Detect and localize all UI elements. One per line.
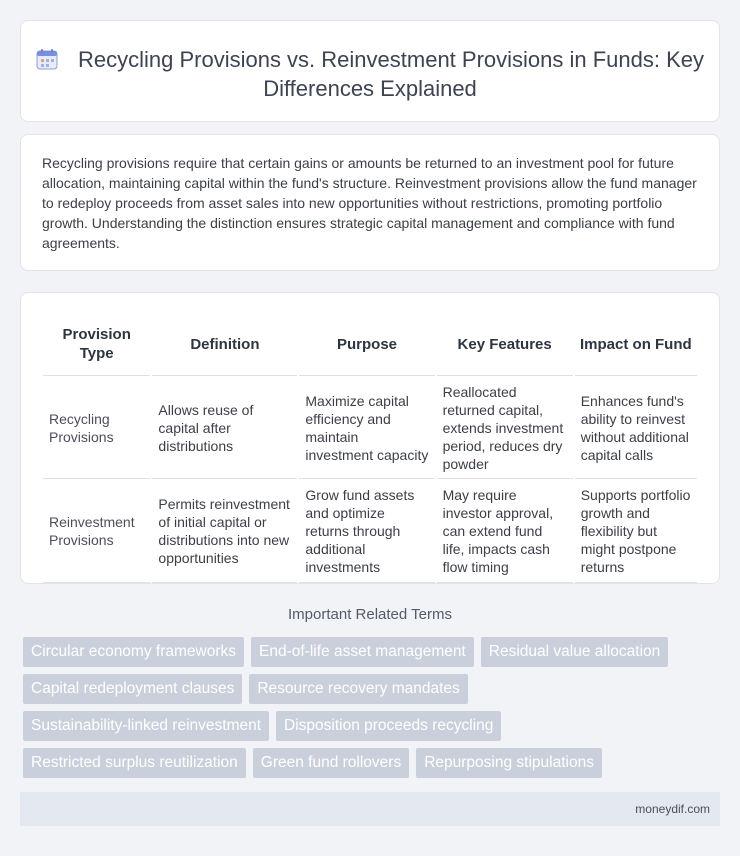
table-cell: Maximize capital efficiency and maintain investment capacity (299, 376, 434, 479)
table-row (43, 479, 697, 583)
related-terms-heading: Important Related Terms (288, 606, 452, 623)
table-header: Provision Type (43, 313, 150, 376)
related-term-tag[interactable]: Sustainability-linked reinvestment (23, 711, 269, 741)
page-title (21, 45, 719, 103)
table-header: Impact on Fund (575, 313, 697, 376)
related-term-tag[interactable]: Restricted surplus reutilization (23, 748, 246, 778)
tag-row (23, 674, 723, 704)
table-cell: Reallocated returned capital, extends investment period, reduces dry powder (437, 376, 573, 479)
calendar-icon (36, 48, 58, 70)
related-term-tag[interactable]: Repurposing stipulations (416, 748, 602, 778)
table-row (43, 376, 697, 479)
related-term-tag[interactable]: Residual value allocation (481, 637, 668, 667)
title-card (20, 20, 720, 122)
related-term-tag[interactable]: End-of-life asset management (251, 637, 474, 667)
table-header-row (43, 313, 697, 376)
table-header: Key Features (437, 313, 573, 376)
table-cell: Recycling Provisions (43, 376, 150, 479)
table-cell: Supports portfolio growth and flexibility but might postpone returns (575, 479, 697, 583)
page-title-text: Recycling Provisions vs. Reinvestment Provisions in Funds: Key Differences Explained (77, 47, 705, 101)
table-cell: Reinvestment Provisions (43, 479, 150, 583)
table-cell: Allows reuse of capital after distributions (152, 376, 297, 479)
tag-row (23, 748, 723, 778)
table-header: Purpose (299, 313, 434, 376)
site-credit[interactable]: moneydif.com (635, 802, 710, 816)
comparison-table-card (20, 292, 720, 584)
table-cell: Permits reinvestment of initial capital or distributions into new opportunities (152, 479, 297, 583)
table-cell: May require investor approval, can extend fund life, impacts cash flow timing (437, 479, 573, 583)
related-terms (23, 637, 723, 785)
related-term-tag[interactable]: Resource recovery mandates (249, 674, 467, 704)
intro-paragraph: Recycling provisions require that certain gains or amounts be returned to an investment pool for future allocation, maintaining capital within the fund's structure. Reinvestment provisions allow the fund manager to redeploy proceeds from asset sales into new opportunities without restrictions, promoting portfolio growth. Understanding the distinction ensures strategic capital management and compliance with fund agreements. (42, 155, 697, 251)
tag-row (23, 637, 723, 667)
footer (20, 792, 720, 826)
tag-row (23, 711, 723, 741)
intro-card (20, 134, 720, 271)
comparison-table (41, 313, 699, 583)
related-term-tag[interactable]: Circular economy frameworks (23, 637, 244, 667)
related-term-tag[interactable]: Green fund rollovers (253, 748, 409, 778)
table-header: Definition (152, 313, 297, 376)
related-term-tag[interactable]: Disposition proceeds recycling (276, 711, 501, 741)
table-cell: Enhances fund's ability to reinvest without additional capital calls (575, 376, 697, 479)
table-cell: Grow fund assets and optimize returns through additional investments (299, 479, 434, 583)
related-term-tag[interactable]: Capital redeployment clauses (23, 674, 242, 704)
